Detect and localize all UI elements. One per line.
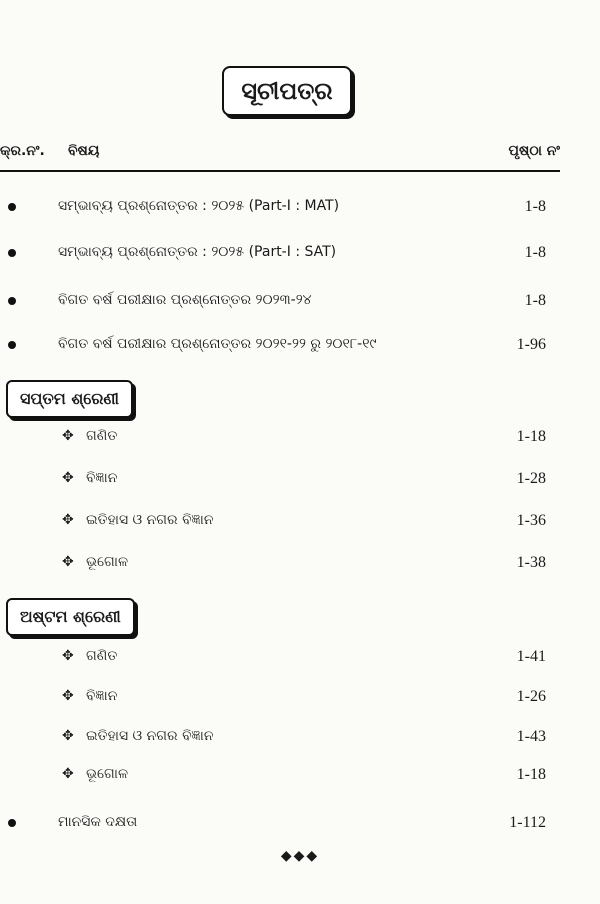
diamond-bullet-icon: ✥ [62, 688, 74, 704]
item-page: 1-18 [516, 766, 546, 783]
bullet-icon [8, 249, 16, 257]
section-8-title: ଅଷ୍ଟମ ଶ୍ରେଣୀ [6, 598, 135, 636]
item-page: 1-18 [516, 428, 546, 445]
item-label: ବିଜ୍ଞାନ [86, 688, 118, 704]
list-item[interactable] [0, 426, 560, 450]
table-header [0, 140, 560, 172]
list-item[interactable] [0, 646, 560, 670]
bullet-icon [8, 203, 16, 211]
item-page: 1-43 [516, 728, 546, 745]
item-label: ବିଗତ ବର୍ଷ ପରୀକ୍ଷାର ପ୍ରଶ୍ନୋତ୍ତର ୨୦୨୧-୨୨ ରୁ ୨୦୧୮-୧୯ [58, 336, 377, 352]
item-page: 1-36 [516, 512, 546, 529]
list-item[interactable] [0, 686, 560, 710]
list-item[interactable] [0, 764, 560, 788]
page-header: ପୃଷ୍ଠା ନଂ [508, 143, 560, 159]
list-item[interactable] [0, 196, 560, 220]
list-item[interactable] [0, 510, 560, 534]
diamond-bullet-icon: ✥ [62, 728, 74, 744]
item-label: ଗଣିତ [86, 428, 118, 444]
section-7-title: ସପ୍ତମ ଶ୍ରେଣୀ [6, 380, 133, 418]
item-page: 1-112 [509, 814, 546, 831]
item-label: ବିଗତ ବର୍ଷ ପରୀକ୍ଷାର ପ୍ରଶ୍ନୋତ୍ତର ୨୦୨୩-୨୪ [58, 292, 312, 308]
item-page: 1-41 [516, 648, 546, 665]
item-page: 1-38 [516, 554, 546, 571]
item-label: ସମ୍ଭାବ୍ୟ ପ୍ରଶ୍ନୋତ୍ତର : ୨୦୨୫ (Part-I : MAT) [58, 198, 340, 214]
item-label: ମାନସିକ ଦକ୍ଷତା [58, 814, 138, 830]
list-item[interactable] [0, 552, 560, 576]
diamond-bullet-icon: ✥ [62, 470, 74, 486]
page-title: ସୂଚୀପତ୍ର [222, 66, 352, 116]
diamond-bullet-icon: ✥ [62, 554, 74, 570]
bullet-icon [8, 297, 16, 305]
item-label: ଭୂଗୋଳ [86, 766, 129, 782]
item-label: ଇତିହାସ ଓ ନଗର ବିଜ୍ଞାନ [86, 728, 214, 744]
item-page: 1-8 [524, 292, 546, 309]
list-item[interactable] [0, 468, 560, 492]
bullet-icon [8, 819, 16, 827]
list-item[interactable] [0, 290, 560, 314]
item-label: ଭୂଗୋଳ [86, 554, 129, 570]
bullet-icon [8, 341, 16, 349]
item-label: ଗଣିତ [86, 648, 118, 664]
item-page: 1-28 [516, 470, 546, 487]
item-page: 1-96 [516, 336, 546, 353]
item-label: ସମ୍ଭାବ୍ୟ ପ୍ରଶ୍ନୋତ୍ତର : ୨୦୨୫ (Part-I : SAT) [58, 244, 337, 260]
item-page: 1-8 [524, 244, 546, 261]
item-page: 1-26 [516, 688, 546, 705]
diamond-bullet-icon: ✥ [62, 766, 74, 782]
item-label: ଇତିହାସ ଓ ନଗର ବିଜ୍ଞାନ [86, 512, 214, 528]
serial-header: କ୍ର.ନଂ. [0, 143, 45, 159]
subject-header: ବିଷୟ [68, 143, 100, 159]
item-page: 1-8 [524, 198, 546, 215]
diamond-bullet-icon: ✥ [62, 428, 74, 444]
footer-ornament: ◆◆◆ [280, 848, 320, 864]
diamond-bullet-icon: ✥ [62, 648, 74, 664]
item-label: ବିଜ୍ଞାନ [86, 470, 118, 486]
list-item[interactable] [0, 726, 560, 750]
list-item[interactable] [0, 242, 560, 266]
list-item[interactable] [0, 812, 560, 836]
diamond-bullet-icon: ✥ [62, 512, 74, 528]
list-item[interactable] [0, 334, 560, 358]
